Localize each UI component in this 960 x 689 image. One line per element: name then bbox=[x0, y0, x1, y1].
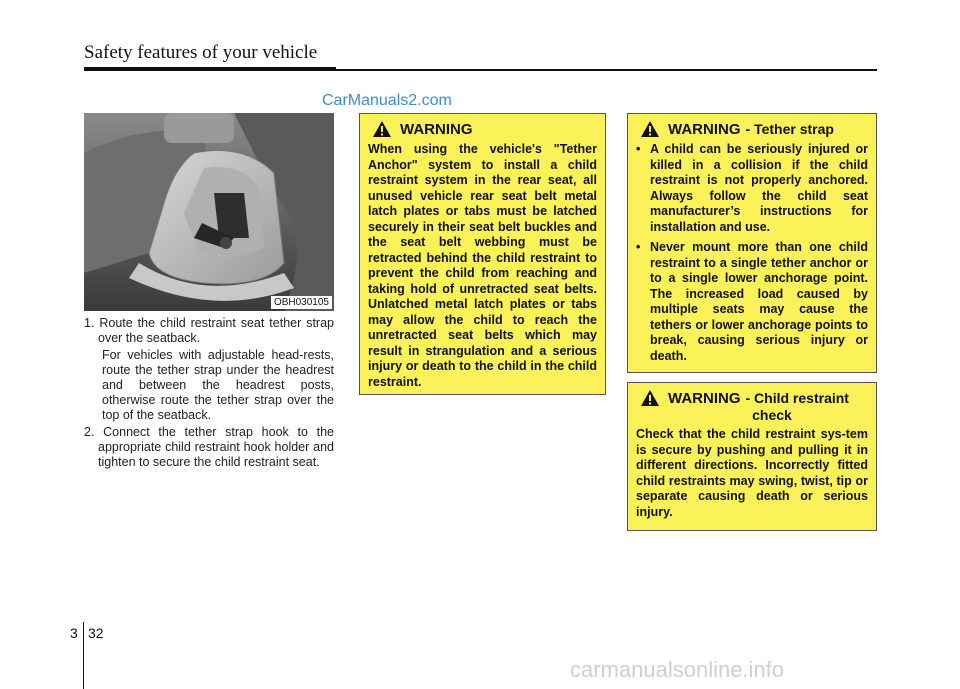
warning-box-tether-strap bbox=[627, 113, 877, 373]
step-1: 1. Route the child restraint seat tether strap over the seatback. bbox=[84, 316, 334, 345]
tether-warning-list bbox=[636, 142, 868, 364]
warning-triangle-icon bbox=[640, 120, 660, 138]
warning-subtitle: - Tether strap bbox=[745, 121, 834, 137]
child-seat-illustration bbox=[84, 113, 334, 311]
header-rule-thin bbox=[336, 69, 877, 71]
warning-triangle-icon bbox=[640, 389, 660, 407]
warning-title: WARNING bbox=[668, 389, 741, 407]
warning-subtitle: - Child restraint bbox=[745, 390, 849, 406]
warning-title: WARNING bbox=[668, 120, 741, 138]
list-item: • Never mount more than one child restraint to a single tether anchor or to a single lower anchorage point. The increased load caused by multiple seats may cause the tethers or lower anchorage points to break, causing serious injury or death. bbox=[636, 240, 868, 364]
list-item: • A child can be seriously injured or killed in a collision if the child restraint is not properly anchored. Always follow the child seat manufacturer’s instructions for installation and use. bbox=[636, 142, 868, 235]
chapter-number: 3 bbox=[70, 625, 78, 641]
warning-main-body: When using the vehicle's "Tether Anchor" system to install a child restraint system in the rear seat, all unused vehicle rear seat belt metal latch plates or tabs must be latched securely in their seat belt buckles and the seat belt webbing must be retracted behind the child restraint to prevent the child from reaching and taking hold of unretracted seat belts. Unlatched metal latch plates or tabs may allow the child to reach the unretracted seat belts which may result in strangulation and a serious injury or death to the child in the child restraint. bbox=[368, 142, 597, 389]
warning-title: WARNING bbox=[400, 120, 473, 138]
footer-site-watermark[interactable]: carmanualsonline.info bbox=[570, 657, 785, 682]
header-rule-thick bbox=[84, 67, 336, 71]
child-seat-photo bbox=[84, 113, 334, 311]
instruction-steps bbox=[84, 316, 334, 472]
photo-code-label: OBH030105 bbox=[271, 296, 332, 309]
page-header-title: Safety features of your vehicle bbox=[84, 42, 318, 63]
step-2: 2. Connect the tether strap hook to the appropriate child restraint hook holder and tighten to secure the child restraint seat. bbox=[84, 425, 334, 469]
warning-box-restraint-check bbox=[627, 382, 877, 531]
step-1-note: For vehicles with adjustable head-rests, route the tether strap under the headrest and between the headrest posts, otherwise route the tether strap over the top of the seatback. bbox=[102, 348, 334, 422]
warning-subtitle-line2: check bbox=[752, 407, 792, 423]
warning-box-main bbox=[359, 113, 606, 395]
footer-divider bbox=[83, 622, 84, 689]
warning-triangle-icon bbox=[372, 120, 392, 138]
page-number: 32 bbox=[88, 625, 104, 641]
watermark-link[interactable]: CarManuals2.com bbox=[322, 92, 452, 109]
warning-check-body: Check that the child restraint sys-tem is secure by pushing and pulling it in different directions. Incorrectly fitted child restraints may swing, twist, tip or separate causing death or serious injury. bbox=[636, 427, 868, 519]
